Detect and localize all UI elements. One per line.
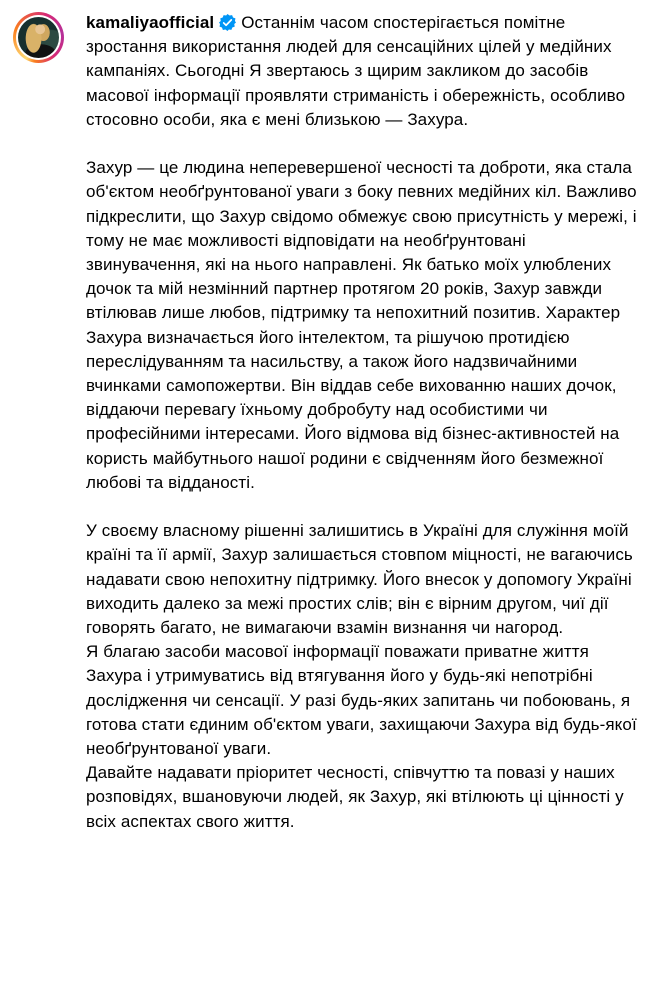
caption-text-1: Останнім часом спостерігається помітне зростання використання людей для сенсаційних цілей у медійних кампаніях. Сьогодні Я звертаюсь з щирим закликом до засобів масової інформації проявляти стриманість і обережність, особливо стосовно особи, яка є мені близькою — Захура. xyxy=(86,13,626,129)
caption-text-4: Я благаю засоби масової інформації поважати приватне життя Захура і утримуватись від втягування його у будь-які непотрібні дослідження чи сенсації. У разі будь-яких запитань чи побоювань, я готова стати єдиним об'єктом уваги, захищаючи Захура від будь-якої необґрунтованої уваги. xyxy=(86,642,637,759)
avatar-story-ring[interactable] xyxy=(13,12,64,63)
caption-paragraph xyxy=(86,640,643,761)
caption-paragraph xyxy=(86,519,643,640)
caption-paragraph xyxy=(86,761,643,834)
verified-icon xyxy=(219,14,236,31)
username-link[interactable]: kamaliyaofficial xyxy=(86,13,215,32)
caption-text-5: Давайте надавати пріоритет чесності, співчуттю та повазі у наших розповідях, вшановуючи людей, як Захур, які втілюють ці цінності у всіх аспектах свого життя. xyxy=(86,763,624,831)
avatar xyxy=(18,17,59,58)
avatar-ring-gap xyxy=(16,15,61,60)
caption-text-3: У своєму власному рішенні залишитись в Україні для служіння моїй країні та її армії, Захур залишається стовпом міцності, не вагаючись надавати свою непохитну підтримку. Його внесок у допомогу Україні виходить далеко за межі простих слів; він є вірним другом, чиї дії говорять багато, не вимагаючи взамін визнання чи нагород. xyxy=(86,521,633,638)
caption-text-2: Захур — це людина неперевершеної чесності та доброти, яка стала об'єктом необґрунтованої уваги з боку певних медійних кіл. Важливо підкреслити, що Захур свідомо обмежує свою присутність у мережі, і тому не має можливості відповідати на необґрунтовані звинувачення, які на нього направлені. Як батько моїх улюблених дочок та мій незмінний партнер протягом 20 років, Захур завжди втілював лише любов, підтримку та непохитний позитив. Характер Захура визначається його інтелектом, та рішучою протидією переслідуванням та насильству, а також його надзвичайними вчинками самопожертви. Він віддав себе вихованню наших дочок, віддаючи перевагу їхньому добробуту над особистими чи професійними інтересами. Його відмова від бізнес-активностей на користь майбутнього нашої родини є свідченням його безмежної любові та відданості. xyxy=(86,158,637,492)
caption-paragraph xyxy=(86,156,643,495)
caption-paragraph xyxy=(86,11,643,132)
